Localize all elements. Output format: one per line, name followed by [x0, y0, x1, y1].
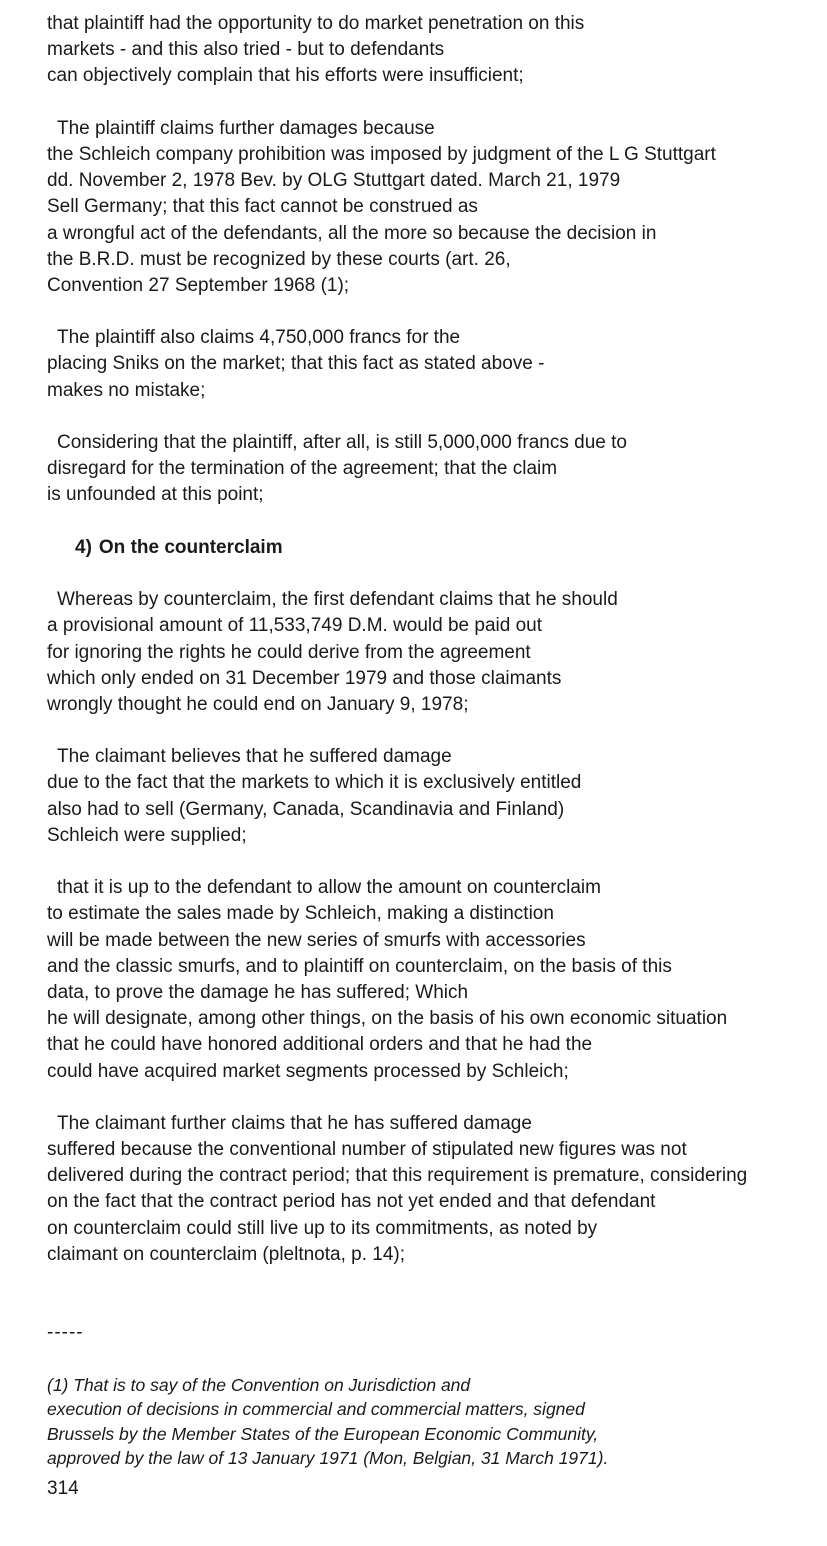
text-line: wrongly thought he could end on January 9, 1978;	[47, 693, 469, 715]
text-line: the Schleich company prohibition was imposed by judgment of the L G Stuttgart	[47, 143, 716, 165]
section-heading	[47, 535, 807, 561]
text-line: The plaintiff also claims 4,750,000 francs for the	[57, 327, 461, 349]
text-line: The claimant believes that he suffered damage	[57, 746, 452, 768]
paragraph-market-penetration	[47, 11, 807, 90]
text-line: could have acquired market segments processed by Schleich;	[47, 1060, 569, 1082]
text-line: which only ended on 31 December 1979 and those claimants	[47, 667, 562, 689]
text-line: and the classic smurfs, and to plaintiff on counterclaim, on the basis of this	[47, 955, 672, 977]
text-line: Whereas by counterclaim, the first defendant claims that he should	[57, 589, 618, 611]
section-number: 4)	[75, 536, 92, 558]
text-line: claimant on counterclaim (pleltnota, p. 14);	[47, 1243, 406, 1265]
text-line: is unfounded at this point;	[47, 484, 264, 506]
text-line: Considering that the plaintiff, after all, is still 5,000,000 francs due to	[57, 432, 627, 453]
footnote-line: approved by the law of 13 January 1971 (Mon, Belgian, 31 March 1971).	[47, 1448, 609, 1469]
paragraph-schleich-prohibition	[47, 116, 807, 299]
text-line: data, to prove the damage he has suffered; Which	[47, 981, 469, 1003]
text-line: markets - and this also tried - but to defendants	[47, 39, 445, 61]
paragraph-sniks-claim	[47, 325, 807, 404]
text-line: The plaintiff claims further damages because	[57, 117, 435, 139]
text-line: placing Sniks on the market; that this fact as stated above -	[47, 353, 545, 375]
text-line: Convention 27 September 1968 (1);	[47, 274, 350, 296]
paragraph-counterclaim-amount	[47, 587, 807, 718]
text-line: also had to sell (Germany, Canada, Scandinavia and Finland)	[47, 798, 565, 820]
paragraph-new-figures	[47, 1111, 807, 1268]
text-line: due to the fact that the markets to which it is exclusively entitled	[47, 772, 582, 794]
text-line: he will designate, among other things, on the basis of his own economic situation	[47, 1008, 728, 1030]
document-page	[47, 11, 807, 1471]
text-line: to estimate the sales made by Schleich, making a distinction	[47, 903, 554, 925]
footnote-separator: -----	[47, 1322, 84, 1344]
footnote-line: (1) That is to say of the Convention on Jurisdiction and	[47, 1374, 471, 1395]
paragraph-termination-claim	[47, 430, 807, 509]
text-line: on the fact that the contract period has not yet ended and that defendant	[47, 1191, 656, 1213]
footnote	[47, 1373, 807, 1471]
text-line: The claimant further claims that he has suffered damage	[57, 1112, 532, 1134]
text-line: dd. November 2, 1978 Bev. by OLG Stuttgart dated. March 21, 1979	[47, 170, 621, 192]
text-line: Sell Germany; that this fact cannot be construed as	[47, 196, 478, 218]
footnote-line: Brussels by the Member States of the European Economic Community,	[47, 1423, 599, 1444]
section-title: On the counterclaim	[98, 536, 283, 558]
text-line: a wrongful act of the defendants, all the more so because the decision in	[47, 222, 657, 244]
text-line: on counterclaim could still live up to its commitments, as noted by	[47, 1217, 598, 1239]
text-line: that it is up to the defendant to allow the amount on counterclaim	[57, 877, 601, 899]
text-line: disregard for the termination of the agreement; that the claim	[47, 458, 558, 480]
text-line: delivered during the contract period; that this requirement is premature, considering	[47, 1165, 748, 1187]
text-line: a provisional amount of 11,533,749 D.M. would be paid out	[47, 615, 543, 637]
paragraph-exclusive-markets	[47, 744, 807, 849]
paragraph-sales-estimate	[47, 875, 807, 1085]
text-line: for ignoring the rights he could derive from the agreement	[47, 641, 531, 663]
text-line: Schleich were supplied;	[47, 824, 247, 846]
text-line: makes no mistake;	[47, 379, 206, 401]
page-number: 314	[47, 1478, 79, 1499]
text-line: that plaintiff had the opportunity to do market penetration on this	[47, 13, 585, 34]
text-line: suffered because the conventional number of stipulated new figures was not	[47, 1139, 687, 1161]
text-line: will be made between the new series of smurfs with accessories	[47, 929, 586, 951]
text-line: the B.R.D. must be recognized by these courts (art. 26,	[47, 248, 511, 270]
text-line: can objectively complain that his efforts were insufficient;	[47, 65, 524, 87]
text-line: that he could have honored additional orders and that he had the	[47, 1034, 593, 1056]
footnote-line: execution of decisions in commercial and commercial matters, signed	[47, 1399, 585, 1420]
